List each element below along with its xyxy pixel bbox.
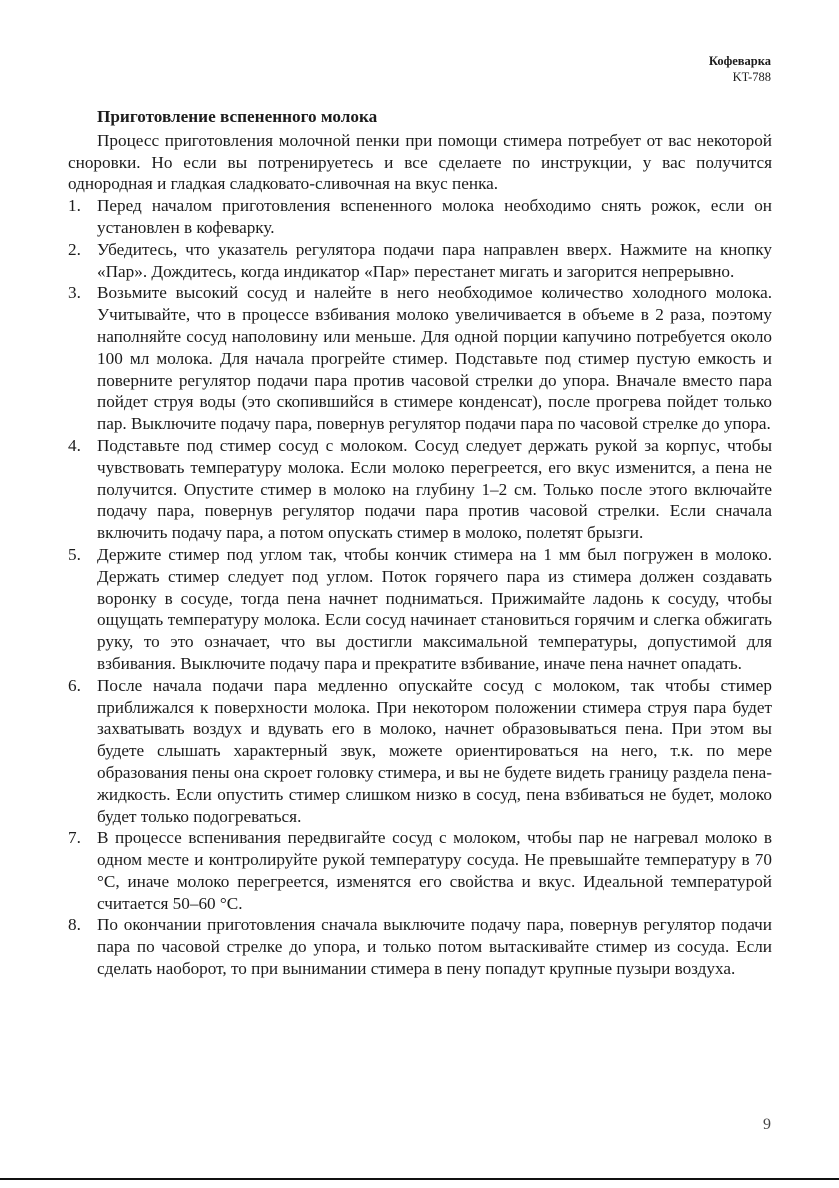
- list-item: [68, 195, 772, 239]
- list-item: [68, 435, 772, 544]
- step-text: После начала подачи пара медленно опускайте сосуд с молоком, так чтобы стимер приближался к поверхности молока. При некотором положении стимера струя пара будет захватывать воздух и вдувать его в молоко, начнет образовываться пена. При этом вы будете слышать характерный звук, можете ориентироваться на него, т.к. по мере образования пены она скроет головку стимера, и вы не будете видеть границу раздела пена-жидкость. Если опустить стимер слишком низко в сосуд, пена взбиваться не будет, молоко будет только подогреваться.: [97, 675, 772, 826]
- page-number: 9: [763, 1116, 771, 1133]
- step-number: 2.: [68, 239, 81, 259]
- model-number: KT-788: [732, 70, 771, 84]
- step-text: Подставьте под стимер сосуд с молоком. Сосуд следует держать рукой за корпус, чтобы чувствовать температуру молока. Если молоко перегреется, его вкус изменится, а пена не получится. Опустите стимер в молоко на глубину 1–2 см. Только после этого включайте подачу пара, повернув регулятор подачи пара против часовой стрелки. Если сначала включить подачу пара, а потом опускать стимер в молоко, полетят брызги.: [97, 435, 772, 543]
- product-name: Кофеварка: [708, 54, 771, 68]
- step-text: Возьмите высокий сосуд и налейте в него необходимое количество холодного молока. Учитывайте, что в процессе взбивания молоко увеличивается в объеме в 2 раза, поэтому наполняйте сосуд наполовину или меньше. Для одной порции капучино потребуется около 100 мл молока. Для начала прогрейте стимер. Подставьте под стимер пустую емкость и поверните регулятор подачи пара против часовой стрелки до упора. Вначале вместо пара пойдет струя воды (это скопившийся в стимере конденсат), после прогрева пойдет только пар. Выключите подачу пара, повернув регулятор подачи пара по часовой стрелке до упора.: [97, 283, 772, 434]
- list-item: [68, 239, 772, 283]
- step-text: Перед началом приготовления вспененного молока необходимо снять рожок, если он установлен в кофеварку.: [97, 196, 772, 237]
- bottom-divider: [0, 1178, 839, 1180]
- list-item: [68, 282, 772, 435]
- step-text: Убедитесь, что указатель регулятора подачи пара направлен вверх. Нажмите на кнопку «Пар». Дождитесь, когда индикатор «Пар» перестанет мигать и загорится непрерывно.: [97, 239, 772, 281]
- section-title: Приготовление вспененного молока: [97, 107, 378, 126]
- steps-list: [68, 195, 772, 980]
- list-item: [68, 827, 772, 914]
- step-text: Держите стимер под углом так, чтобы кончик стимера на 1 мм был погружен в молоко. Держать стимер следует под углом. Поток горячего пара из стимера должен создавать воронку в сосуде, тогда пена начнет подниматься. Прижимайте ладонь к сосуду, чтобы ощущать температуру молока. Если сосуд начинает становиться горячим и слегка обжигать руку, то это означает, что вы достигли максимальной температуры, допустимой для взбивания. Выключите подачу пара и прекратите взбивание, иначе пена начнет опадать.: [97, 544, 772, 673]
- step-text: В процессе вспенивания передвигайте сосуд с молоком, чтобы пар не нагревал молоко в одном месте и контролируйте рукой температуру сосуда. Не превышайте температуру в 70 °C, иначе молоко перегреется, изменятся его свойства и вкус. Идеальной температурой считается 50–60 °C.: [97, 828, 772, 913]
- page-header: [709, 53, 771, 85]
- list-item: [68, 544, 772, 675]
- step-number: 6.: [68, 675, 81, 695]
- step-number: 3.: [68, 283, 81, 303]
- list-item: [68, 675, 772, 828]
- step-number: 4.: [68, 435, 81, 455]
- intro-paragraph: Процесс приготовления молочной пенки при помощи стимера потребует от вас некоторой сноровки. Но если вы потренируетесь и все сделаете по инструкции, у вас получится однородная и гладкая сладковато-сливочная на вкус пенка.: [68, 130, 772, 194]
- document-body: [68, 106, 772, 980]
- step-number: 1.: [68, 196, 81, 216]
- list-item: [68, 914, 772, 979]
- step-number: 7.: [68, 828, 81, 848]
- step-number: 8.: [68, 915, 81, 935]
- step-text: По окончании приготовления сначала выключите подачу пара, повернув регулятор подачи пара по часовой стрелке до упора, и только потом вытаскивайте стимер из сосуда. Если сделать наоборот, то при вынимании стимера в пену попадут крупные пузыри воздуха.: [97, 915, 772, 979]
- step-number: 5.: [68, 544, 81, 564]
